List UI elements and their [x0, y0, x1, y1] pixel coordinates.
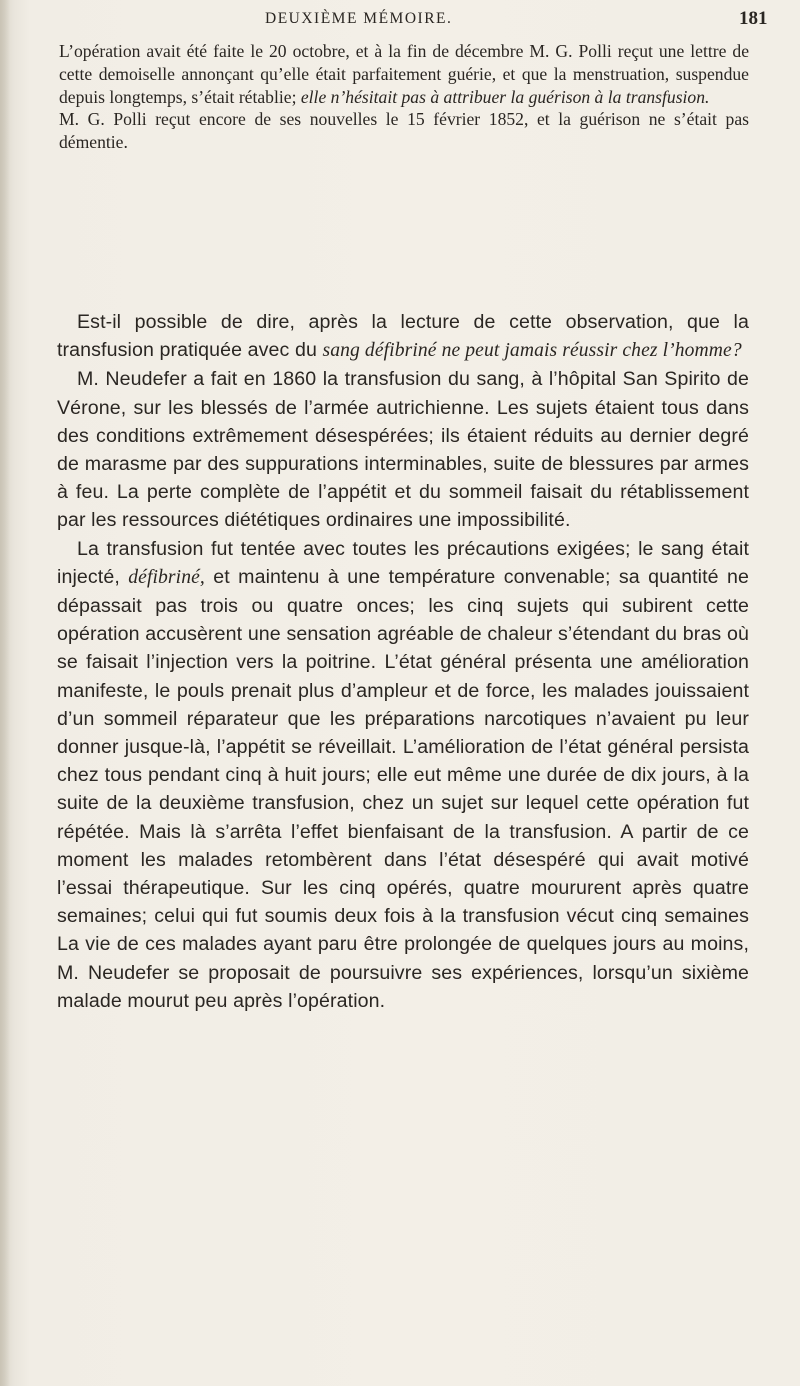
italic-quote: elle n’hésitait pas à attribuer la guérison à la transfusion.: [300, 86, 710, 107]
paragraph-text: Est-il possible de dire, après la lecture de cette observation, que la transfusion pratiquée avec du: [57, 311, 749, 362]
binding-gutter-shadow: [0, 0, 10, 1386]
paragraph-text: et maintenu à une température convenable; sa quantité ne dépassait pas trois ou quatre onces; les cinq sujets qui subirent cette opération accusèrent une sensation agréable de chaleur s’étendant du bras où se faisait l’injection vers la poitrine. L’état général présenta une amélioration manifeste, le pouls prenait plus d’ampleur et de force, les malades jouissaient d’un sommeil réparateur que les préparations narcotiques n’avaient pu leur donner jusque-là, l’appétit se réveillait. L’amélioration de l’état général persista chez tous pendant cinq à huit jours; elle eut même une durée de dix jours, à la suite de la deuxième transfusion, chez un sujet sur lequel cette opération fut répétée. Mais là s’arrêta l’effet bienfaisant de la transfusion. A partir de ce moment les malades retombèrent dans l’état désespéré qui avait motivé l’essai thérapeutique. Sur les cinq opérés, quatre moururent après quatre semaines; celui qui fut soumis deux fois à la transfusion vécut cinq semaines La vie de ces malades ayant paru être prolongée de quelques jours au moins, M. Neudefer se proposait de poursuivre ses expériences, lorsqu’un sixième malade mourut peu après l’opération.: [57, 565, 749, 1012]
paragraph-neudefer-verona: M. Neudefer a fait en 1860 la transfusion du sang, à l’hôpital San Spirito de Vérone, sur les blessés de l’armée autrichienne. Les sujets étaient tous dans des conditions extrêmement désespérées; ils étaient réduits au dernier degré de marasme par des suppurations interminables, suite de blessures par armes à feu. La perte complète de l’appétit et du sommeil faisait du rétablissement par les ressources diététiques ordinaires une impossibilité.: [57, 368, 749, 532]
main-text-block: [57, 308, 749, 1015]
page-number: 181: [739, 8, 768, 29]
small-print-block: [59, 40, 749, 154]
italic-phrase: sang défibriné ne peut jamais réussir chez l’homme?: [322, 340, 742, 362]
paragraph-text: L’opération avait été faite le 20 octobre, et à la fin de décembre M. G. Polli reçut une lettre de cette demoiselle annonçant qu’elle était parfaitement guérie, et que la menstruation, suspendue depuis longtemps, s’était rétablie;: [59, 41, 749, 107]
italic-word: défibriné,: [128, 566, 205, 588]
paragraph-operation-result: [59, 40, 749, 108]
running-title: DEUXIÈME MÉMOIRE.: [265, 10, 453, 27]
paragraph-news-february: M. G. Polli reçut encore de ses nouvelles le 15 février 1852, et la guérison ne s’était pas démentie.: [59, 109, 749, 153]
paragraph-transfusion-results: [57, 535, 749, 1015]
paragraph-text: La transfusion fut tentée avec toutes les précautions exigées; le sang était injecté,: [57, 537, 749, 588]
page-header: [0, 8, 800, 38]
paragraph-question: [57, 308, 749, 365]
